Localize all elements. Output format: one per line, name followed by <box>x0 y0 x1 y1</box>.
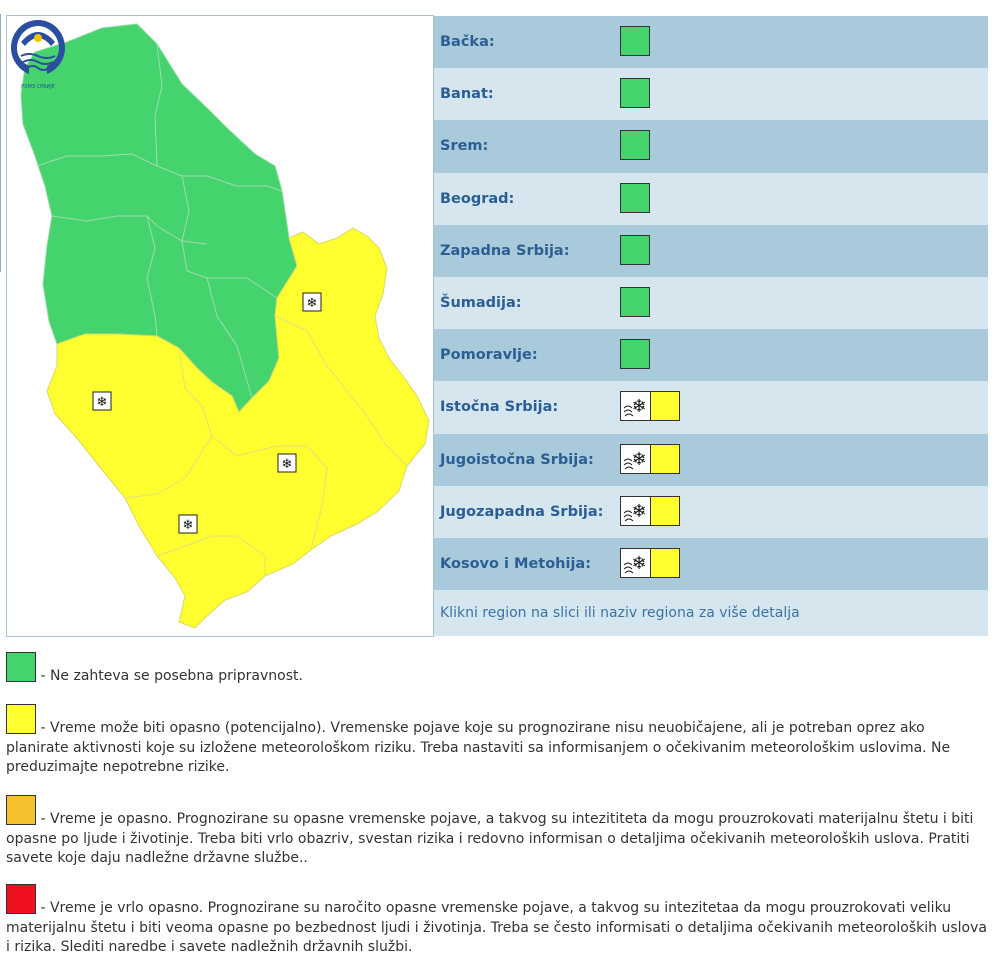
snow-wind-icon <box>620 391 650 421</box>
svg-text:❄: ❄ <box>630 396 647 418</box>
green-warning-box <box>620 183 650 213</box>
legend-red <box>6 884 991 958</box>
region-name[interactable]: Srem: <box>440 138 489 155</box>
legend-green-box <box>6 652 36 682</box>
region-name[interactable]: Banat: <box>440 86 494 103</box>
region-name[interactable]: Beograd: <box>440 190 515 207</box>
status-indicator <box>620 548 680 578</box>
green-warning-box <box>620 130 650 160</box>
region-name[interactable]: Bačka: <box>440 34 495 51</box>
legend-yellow <box>6 704 991 778</box>
region-name[interactable]: Zapadna Srbija: <box>440 242 570 259</box>
page-left-edge <box>0 14 3 272</box>
svg-text:❄: ❄ <box>96 395 108 410</box>
status-indicator <box>620 235 650 265</box>
status-indicator <box>620 78 650 108</box>
legend-yellow-box <box>6 704 36 734</box>
map-snow-icon[interactable] <box>93 392 111 410</box>
region-row-kosovo-i-metohija[interactable] <box>434 538 988 590</box>
svg-text:❄: ❄ <box>630 500 647 522</box>
green-warning-box <box>620 78 650 108</box>
serbia-map <box>7 16 433 636</box>
green-warning-box <box>620 339 650 369</box>
legend-yellow-text: - Vreme može biti opasno (potencijalno). Vremenske pojave koje su prognozirane nisu neuobičajene, ali je potreban oprez ako planirate aktivnosti koje su izložene meteorološkom riziku. Treba nastaviti sa informisanjem o očekivanim meteorološkim uslovima. Ne preduzimajte nepotrebne rizike. <box>6 720 951 775</box>
svg-text:❄: ❄ <box>630 448 647 470</box>
rhmz-logo <box>7 16 69 92</box>
region-row-beograd[interactable] <box>434 173 988 225</box>
region-row-banat[interactable] <box>434 68 988 120</box>
yellow-warning-box <box>650 496 680 526</box>
snow-wind-icon <box>620 444 650 474</box>
region-name[interactable]: Istočna Srbija: <box>440 399 559 416</box>
status-indicator <box>620 496 680 526</box>
region-name[interactable]: Jugozapadna Srbija: <box>440 503 604 520</box>
region-row-jugoistocna-srbija[interactable] <box>434 434 988 486</box>
green-warning-box <box>620 26 650 56</box>
legend-orange-box <box>6 795 36 825</box>
green-warning-box <box>620 287 650 317</box>
status-indicator <box>620 26 650 56</box>
region-row-jugozapadna-srbija[interactable] <box>434 486 988 538</box>
status-indicator <box>620 391 680 421</box>
svg-text:❄: ❄ <box>281 457 293 472</box>
yellow-warning-box <box>650 391 680 421</box>
yellow-warning-box <box>650 548 680 578</box>
svg-text:❄: ❄ <box>182 518 194 533</box>
logo-caption: РХМЗ СРБИЈЕ <box>21 84 55 90</box>
legend-green <box>6 652 991 687</box>
region-name[interactable]: Jugoistočna Srbija: <box>440 451 594 468</box>
region-name[interactable]: Pomoravlje: <box>440 347 538 364</box>
status-indicator <box>620 339 650 369</box>
green-warning-box <box>620 235 650 265</box>
legend-orange-text: - Vreme je opasno. Prognozirane su opasne vremenske pojave, a takvog su intezititeta da mogu prouzrokovati materijalnu štetu i biti opasne po ljude i životinje. Treba biti vrlo obazriv, svestan rizika i redovno informisan o detaljima očekivanih meteoroloških uslova. Pratiti savete koje daju nadležne državne službe.. <box>6 811 974 866</box>
legend-orange <box>6 795 991 869</box>
region-row-zapadna-srbija[interactable] <box>434 225 988 277</box>
region-row-pomoravlje[interactable] <box>434 329 988 381</box>
legend-green-text: - Ne zahteva se posebna pripravnost. <box>40 668 303 684</box>
snow-wind-icon <box>620 496 650 526</box>
status-indicator <box>620 130 650 160</box>
svg-text:❄: ❄ <box>306 296 318 311</box>
legend-red-text: - Vreme je vrlo opasno. Prognozirane su naročito opasne vremenske pojave, a takvog su intezitetaa da mogu prouzrokovati veliku materijalnu štetu i biti veoma opasne po bezbednost ljudi i životinja. Treba se često informisati o detaljima očekivanih meteoroloških uslova i rizika. Slediti naredbe i savete nadležnih državnih službi. <box>6 900 987 955</box>
hint-row <box>434 590 988 636</box>
region-row-istocna-srbija[interactable] <box>434 381 988 433</box>
status-indicator <box>620 183 650 213</box>
svg-text:❄: ❄ <box>630 552 647 574</box>
region-name[interactable]: Šumadija: <box>440 295 522 312</box>
region-row-backa[interactable] <box>434 16 988 68</box>
map-snow-icon[interactable] <box>303 293 321 311</box>
yellow-warning-box <box>650 444 680 474</box>
region-hint-text: Klikni region na slici ili naziv regiona za više detalja <box>440 605 800 622</box>
snow-wind-icon <box>620 548 650 578</box>
region-table <box>434 16 988 636</box>
region-row-srem[interactable] <box>434 120 988 172</box>
region-row-sumadija[interactable] <box>434 277 988 329</box>
status-indicator <box>620 444 680 474</box>
map-snow-icon[interactable] <box>179 515 197 533</box>
warning-map <box>6 15 434 637</box>
status-indicator <box>620 287 650 317</box>
region-name[interactable]: Kosovo i Metohija: <box>440 555 592 572</box>
legend-red-box <box>6 884 36 914</box>
map-snow-icon[interactable] <box>278 454 296 472</box>
